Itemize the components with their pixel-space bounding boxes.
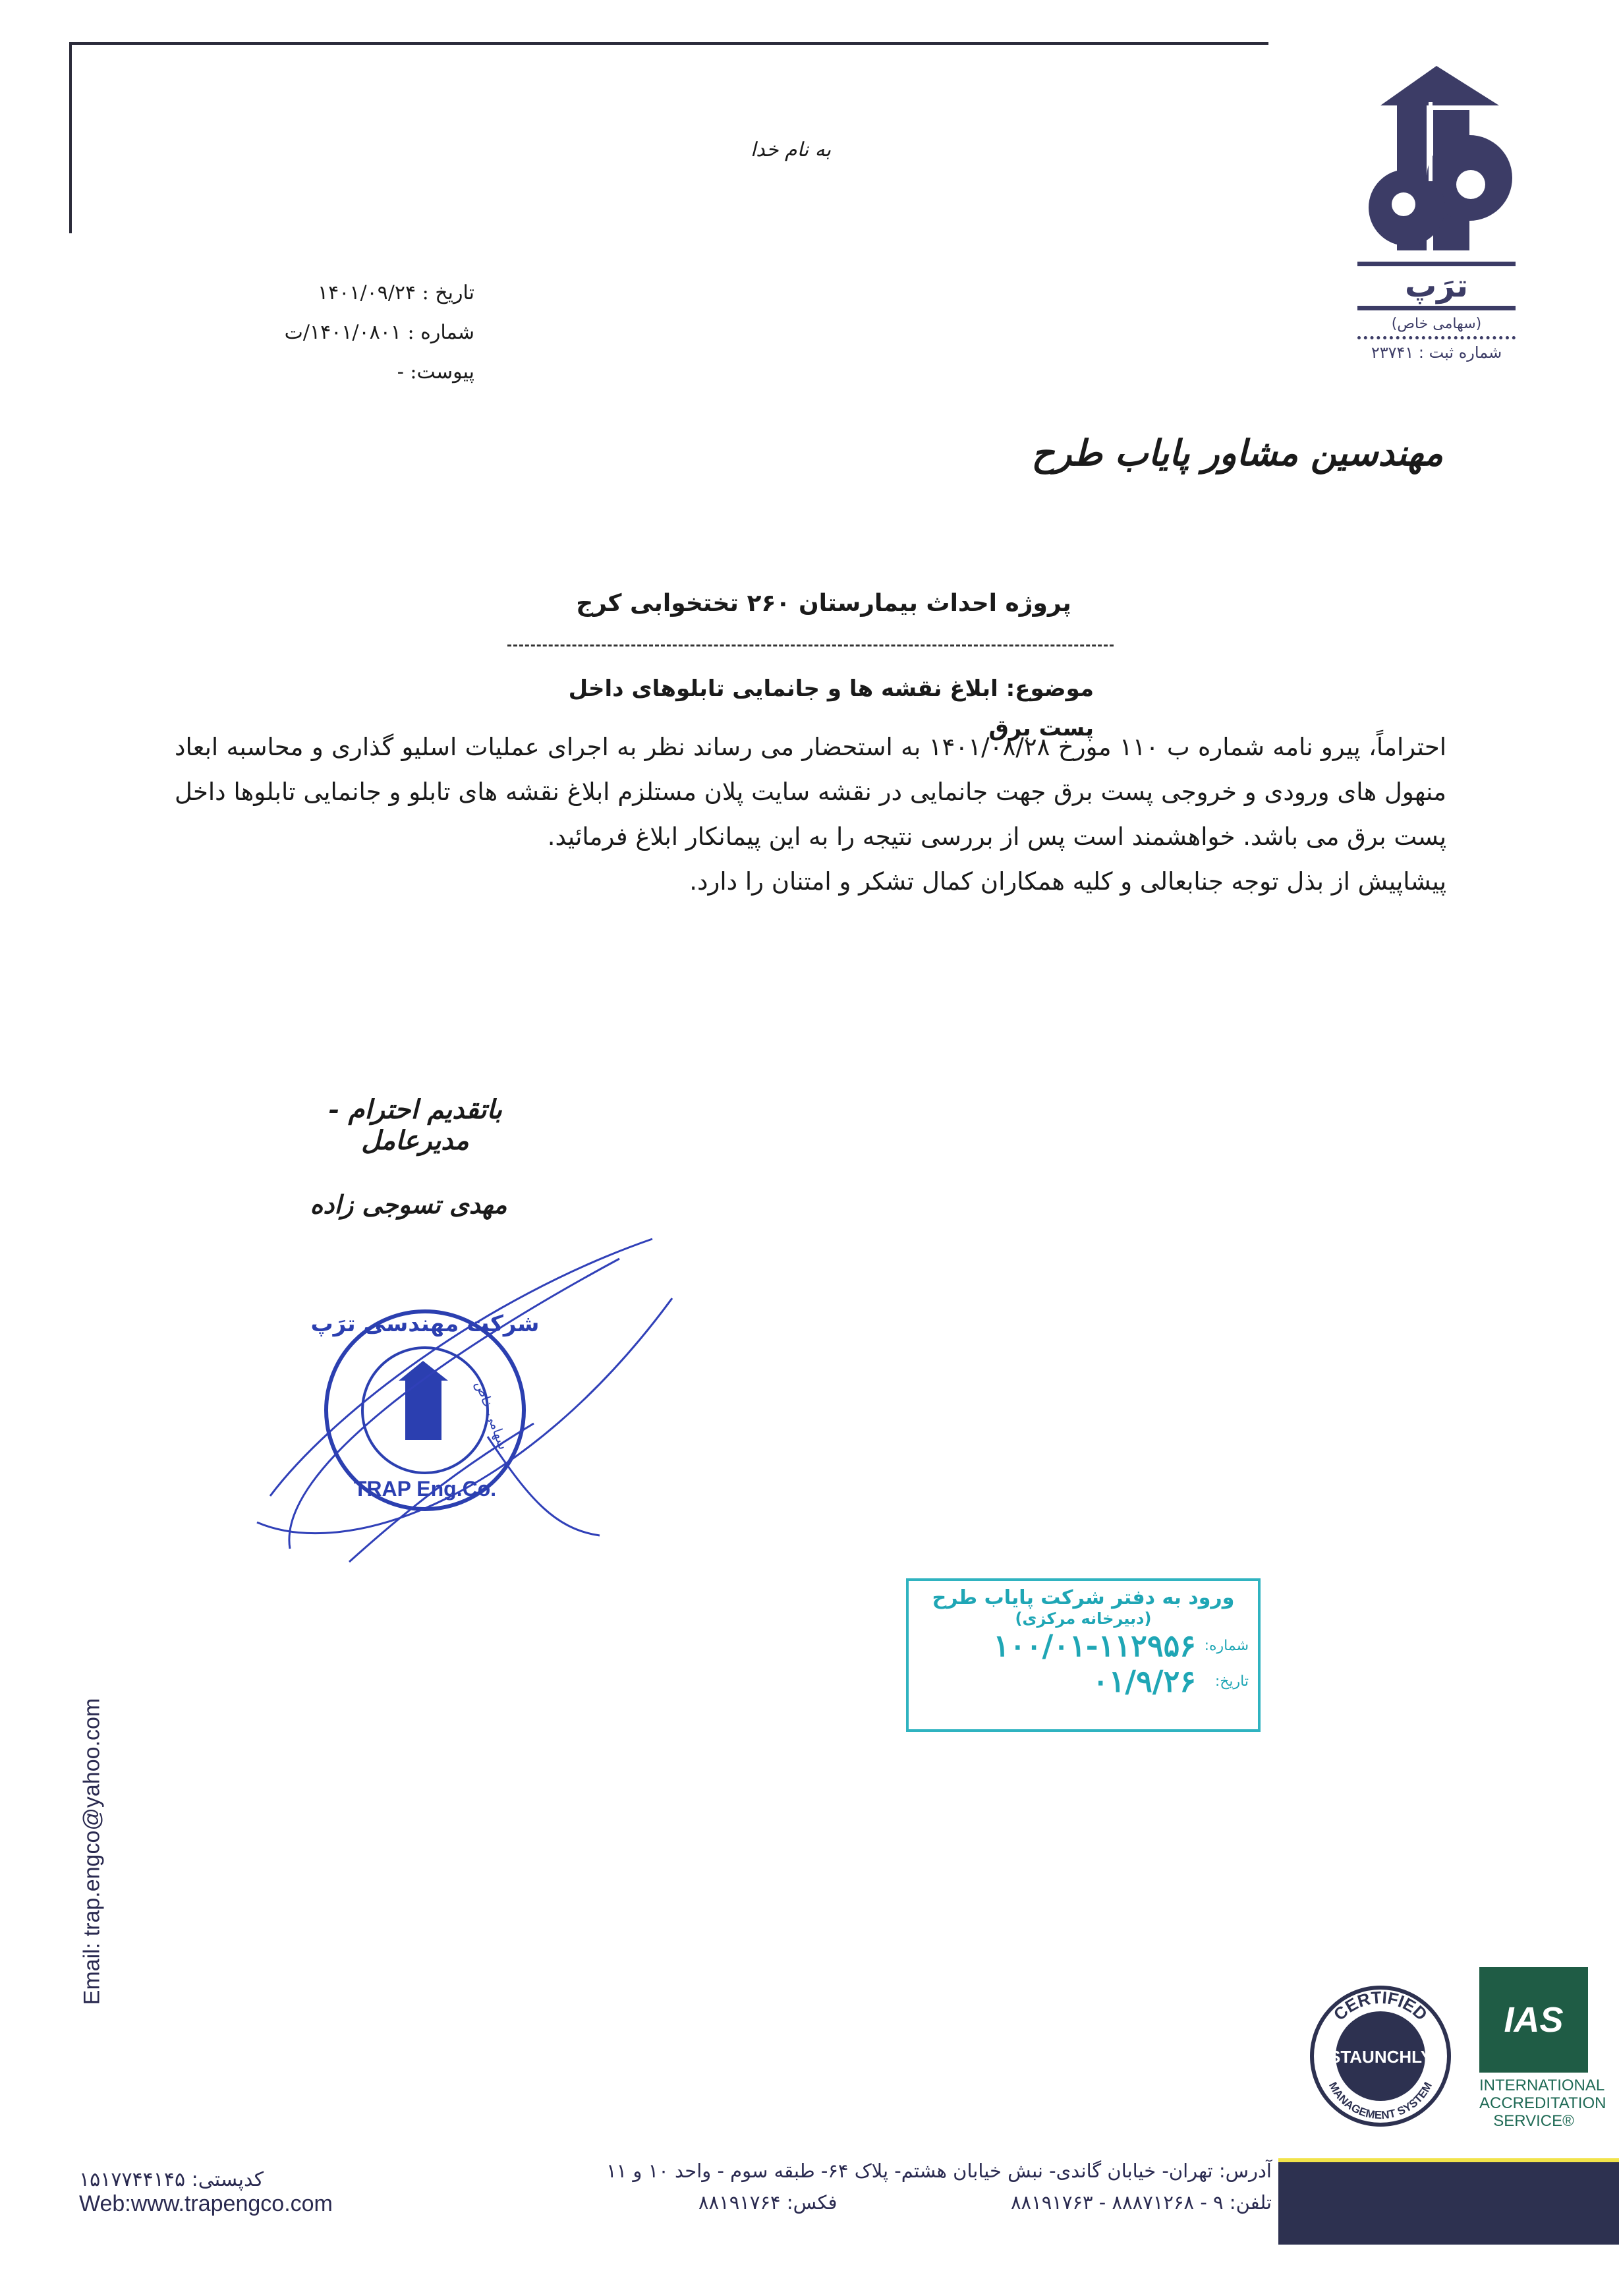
letter-meta <box>250 273 474 392</box>
signer-name: مهدی تسوجی زاده <box>310 1190 507 1219</box>
cert-bottom-text: MANAGEMENT SYSTEM <box>1326 2080 1435 2122</box>
letter-body <box>175 725 1446 904</box>
number-line: شماره : ۱۴۰۱/۰۸۰۱/ت <box>284 321 474 344</box>
ias-logo <box>1479 1967 1606 2130</box>
invocation: به نام خدا <box>750 138 832 161</box>
footer-brand-bar <box>1278 2158 1619 2245</box>
stamp-number-value: ۱۰۰/۰۱-۱۱۲۹۵۶ <box>993 1628 1196 1663</box>
postal-code: کدپستی: ۱۵۱۷۷۴۴۱۴۵ <box>79 2168 264 2191</box>
dashed-divider <box>507 645 1114 646</box>
recipient: مهندسین مشاور پایاب طرح <box>1031 432 1443 474</box>
certified-management-system-logo <box>1308 1984 1453 2129</box>
stamp-subtitle: (دبیرخانه مرکزی) <box>1015 1609 1152 1628</box>
signature <box>257 1239 672 1562</box>
cert-center-text: STAUNCHLY <box>1328 2047 1433 2067</box>
seal-sub: سهامی خاص <box>472 1379 512 1452</box>
seal-text: شرکت مهندسی ترَپ <box>310 1311 540 1337</box>
address-line: آدرس: تهران- خیابان گاندی- نبش خیابان هشتم- پلاک ۶۴- طبقه سوم - واحد ۱۰ و ۱۱ <box>606 2160 1272 2182</box>
seal-latin: TRAP Eng.Co. <box>353 1477 497 1501</box>
footer-email: Email: trap.engco@yahoo.com <box>79 1698 105 2005</box>
fax: فکس: ۸۸۱۹۱۷۶۴ <box>698 2191 838 2214</box>
closing: باتقدیم احترام - مدیرعامل <box>328 1094 502 1156</box>
trap-logo-icon <box>1357 63 1516 254</box>
stamp-number-row <box>909 1628 1258 1663</box>
stamp-title: ورود به دفتر شرکت پایاب طرح <box>932 1586 1235 1609</box>
ias-globe-icon: IAS <box>1479 1967 1588 2073</box>
date-line: تاریخ : ۱۴۰۱/۰۹/۲۴ <box>318 281 474 304</box>
stamp-number-label: شماره: <box>1204 1637 1249 1654</box>
attachment-line: پیوست: - <box>397 360 474 384</box>
logo-registration: شماره ثبت : ۲۳۷۴۱ <box>1371 343 1502 362</box>
frame-left-rule <box>69 42 72 233</box>
company-seal-and-signature <box>250 1219 698 1588</box>
ias-caption: INTERNATIONAL ACCREDITATION SERVICE® <box>1479 2077 1606 2130</box>
stamp-date-row <box>909 1663 1258 1699</box>
body-paragraph: پیشاپیش از بذل توجه جنابعالی و کلیه همکاران کمال تشکر و امتنان را دارد. <box>689 867 1446 896</box>
logo-name: ترَپ <box>1357 262 1516 310</box>
body-paragraph: احتراماً، پیرو نامه شماره ب ۱۱۰ مورخ ۱۴۰۱/۰۸/۲۸ به استحضار می رساند نظر به اجرای عملیات اسلیو گذاری و محاسبه ابعاد منهول های ورودی و خروجی پست برق جهت جانمایی در نقشه سایت پلان مستلزم ابلاغ نقشه های تابلو و جانمایی تابلوها داخل پست برق می باشد. خواهشمند است پس از بررسی نتیجه را به این پیمانکار ابلاغ فرمائید. <box>175 733 1446 851</box>
stamp-date-value: ۰۱/۹/۲۶ <box>1092 1663 1196 1699</box>
phone-fax-row <box>514 2187 1272 2218</box>
website-link[interactable]: Web:www.trapengco.com <box>79 2191 333 2216</box>
project-title: پروژه احداث بیمارستان ۲۶۰ تختخوابی کرج <box>576 590 1071 617</box>
logo-dotted-divider <box>1357 336 1516 339</box>
subject: موضوع: ابلاغ نقشه ها و جانمایی تابلوهای داخل پست برق <box>568 675 1094 741</box>
footer-address <box>514 2155 1272 2218</box>
logo-company-type: (سهامی خاص) <box>1391 316 1482 332</box>
stamp-date-label: تاریخ: <box>1214 1673 1249 1690</box>
frame-top-rule <box>69 42 1268 45</box>
incoming-stamp <box>906 1578 1261 1732</box>
company-logo <box>1357 63 1516 362</box>
footer-contact-left <box>79 2168 395 2217</box>
phone: تلفن: ۹ - ۸۸۸۷۱۲۶۸ - ۸۸۱۹۱۷۶۳ <box>1010 2191 1272 2214</box>
cert-top-text: CERTIFIED <box>1329 1987 1432 2024</box>
